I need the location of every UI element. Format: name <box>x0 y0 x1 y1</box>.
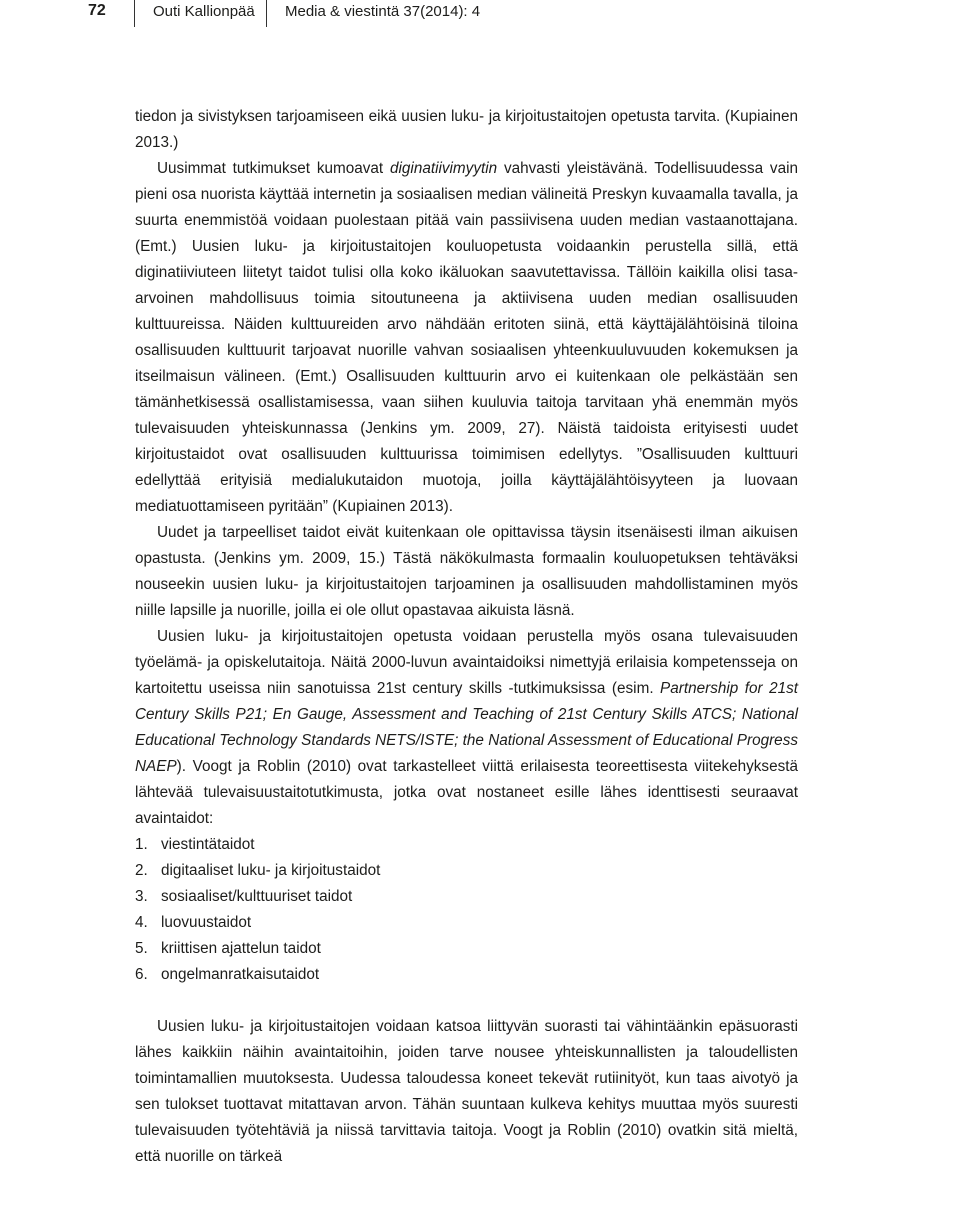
list-item: 1. viestintätaidot <box>135 836 255 853</box>
emphasis: Partnership for 21st Century Skills P21; En Gauge, Assessment and Teaching of 21st Century Skills ATCS; National Educational Technology Standards NETS/ISTE; the National Assessment of Educational Progress NAEP <box>135 680 798 775</box>
journal-citation: Media & viestintä 37(2014): 4 <box>285 3 481 20</box>
page-number: 72 <box>88 2 106 19</box>
page-header <box>0 0 960 27</box>
key-skills-list <box>135 832 798 988</box>
list-item: 6. ongelmanratkaisutaidot <box>135 966 320 983</box>
header-divider <box>266 0 267 27</box>
spacer <box>135 988 798 1014</box>
author-name: Outi Kallionpää <box>153 3 255 20</box>
paragraph-4: Uusien luku- ja kirjoitustaitojen opetusta voidaan perustella myös osana tulevaisuuden työelämä- ja opiskelutaitoja. Näitä 2000-luvun avaintaidoiksi nimettyjä erilaisia kompetensseja on kartoitettu useissa niin sanotuissa 21st century skills -tutkimuksissa (esim. Partnership for 21st Century Skills P21; En Gauge, Assessment and Teaching of 21st Century Skills ATCS; National Educational Technology Standards NETS/ISTE; the National Assessment of Educational Progress NAEP). Voogt ja Roblin (2010) ovat tarkastelleet viittä erilaisesta teoreettisesta viitekehyksestä lähtevää tulevaisuustaitotutkimusta, jotka ovat nostaneet esille lähes identtisesti seuraavat avaintaidot: <box>135 628 798 827</box>
article-body <box>135 104 798 1170</box>
header-divider <box>134 0 135 27</box>
emphasis: diginatiivimyytin <box>390 160 498 177</box>
list-item: 2. digitaaliset luku- ja kirjoitustaidot <box>135 862 381 879</box>
list-item: 3. sosiaaliset/kulttuuriset taidot <box>135 888 353 905</box>
paragraph-1: tiedon ja sivistyksen tarjoamiseen eikä uusien luku- ja kirjoitustaitojen opetusta tarvita. (Kupiainen 2013.) <box>135 108 798 151</box>
list-item: 4. luovuustaidot <box>135 914 252 931</box>
paragraph-3: Uudet ja tarpeelliset taidot eivät kuitenkaan ole opittavissa täysin itsenäisesti ilman aikuisen opastusta. (Jenkins ym. 2009, 15.) Tästä näkökulmasta formaalin kouluopetuksen tehtäväksi nouseekin uusien luku- ja kirjoitustaitojen tarjoaminen ja osallisuuden mahdollistaminen myös niille lapsille ja nuorille, joilla ei ole ollut opastavaa aikuista läsnä. <box>135 524 798 619</box>
paragraph-5: Uusien luku- ja kirjoitustaitojen voidaan katsoa liittyvän suorasti tai vähintäänkin epäsuorasti lähes kaikkiin näihin avaintaitoihin, joiden tarve nousee yhteiskunnallisten ja taloudellisten toimintamallien muutoksesta. Uudessa taloudessa koneet tekevät rutiinityöt, kun taas aivotyö ja sen tulokset tuottavat mitattavan arvon. Tähän suuntaan kulkeva kehitys muuttaa myös suuresti tulevaisuuden työtehtäviä ja niissä tarvittavia taitoja. Voogt ja Roblin (2010) ovatkin sitä mieltä, että nuorille on tärkeä <box>135 1018 798 1165</box>
paragraph-2: Uusimmat tutkimukset kumoavat diginatiivimyytin vahvasti yleistävänä. Todellisuudessa vain pieni osa nuorista käyttää internetin ja sosiaalisen median välineitä Preskyn kuvaamalla tavalla, ja suurta enemmistöä voidaan puolestaan pitää vain passiivisena uuden median vastaanottajana. (Emt.) Uusien luku- ja kirjoitustaitojen kouluopetusta voidaankin perustella sillä, että diginatiiviuteen liitetyt taidot tulisi olla koko ikäluokan saavutettavissa. Tällöin kaikilla olisi tasa-arvoinen mahdollisuus toimia sitoutuneena ja aktiivisena uuden median osallisuuden kulttuureissa. Näiden kulttuureiden arvo nähdään eritoten siinä, että käyttäjälähtöisinä tiloina osallisuuden kulttuurit tarjoavat nuorille vahvan sosiaalisen yhteenkuuluvuuden kokemuksen ja itseilmaisun välineen. (Emt.) Osallisuuden kulttuurin arvo ei kuitenkaan ole pelkästään sen tämänhetkisessä osallistamisessa, vaan siihen kuuluvia taitoja tarvitaan yhä enemmän myös tulevaisuuden yhteiskunnassa (Jenkins ym. 2009, 27). Näistä taidoista erityisesti uudet kirjoitustaidot ovat osallisuuden kulttuurissa toimimisen edellytys. ”Osallisuuden kulttuuri edellyttää erityisiä medialukutaidon muotoja, joilla käyttäjälähtöisyyteen ja luovaan mediatuottamiseen pyritään” (Kupiainen 2013). <box>135 160 798 515</box>
list-item: 5. kriittisen ajattelun taidot <box>135 940 321 957</box>
